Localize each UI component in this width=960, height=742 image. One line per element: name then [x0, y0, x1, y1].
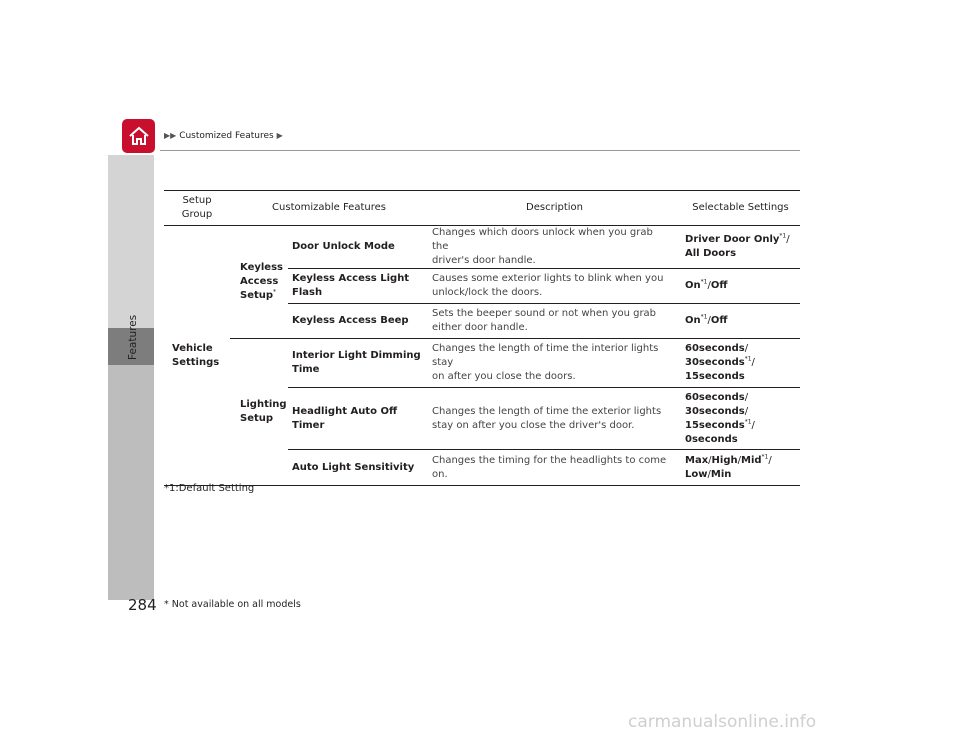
separator: / — [786, 234, 790, 245]
default-mark: *1 — [779, 232, 787, 240]
setting-option: All Doors — [685, 248, 737, 259]
feature-description — [428, 226, 681, 269]
feature-settings — [681, 339, 800, 388]
setting-option: Min — [710, 468, 732, 480]
separator: / — [744, 405, 749, 417]
table-row — [164, 226, 800, 269]
breadcrumb-arrow-icon: ▶ — [276, 131, 283, 140]
setting-option: 0seconds — [685, 433, 738, 445]
header-rule — [160, 150, 800, 151]
breadcrumb-arrows-icon: ▶▶ — [164, 131, 177, 140]
sidebar-top — [108, 155, 154, 328]
feature-description — [428, 269, 681, 304]
sub-text: Setup — [240, 290, 274, 301]
desc-text: Changes the length of time the exterior lights — [432, 405, 662, 417]
setting-option: 30seconds — [685, 357, 745, 368]
feature-description — [428, 304, 681, 339]
sidebar-label: Features — [127, 314, 139, 360]
desc-text: unlock/lock the doors. — [432, 287, 543, 298]
feature-name: Headlight Auto Off Timer — [288, 388, 428, 450]
setting-option: Mid — [741, 454, 762, 466]
desc-text: on after you close the doors. — [432, 371, 576, 382]
table-footnote: *1:Default Setting — [164, 483, 255, 494]
separator: / — [751, 357, 755, 368]
footnote-mark: * — [273, 288, 277, 296]
group-text: Settings — [172, 356, 220, 368]
sub-text: Keyless — [240, 262, 283, 273]
desc-text: Changes which doors unlock when you grab the — [432, 227, 653, 252]
setting-option: 60seconds — [685, 391, 745, 403]
separator: / — [751, 419, 755, 431]
breadcrumb-link[interactable]: Customized Features — [179, 131, 274, 141]
separator: / — [737, 454, 741, 466]
setting-option: High — [711, 454, 738, 466]
desc-text: Changes the timing for the headlights to come — [432, 454, 667, 466]
setting-option: Off — [710, 315, 728, 326]
sidebar — [108, 155, 154, 600]
feature-text: Interior Light Dimming — [292, 350, 421, 361]
default-mark: *1 — [744, 355, 752, 363]
sub-text: Setup — [240, 413, 274, 424]
feature-settings — [681, 388, 800, 450]
home-icon — [127, 125, 151, 147]
feature-name: Keyless Access Beep — [288, 304, 428, 339]
group-text: Vehicle — [172, 342, 213, 354]
feature-text: Time — [292, 364, 320, 375]
desc-text: on. — [432, 468, 448, 480]
header-selectable-settings: Selectable Settings — [681, 191, 800, 226]
setting-option: On — [685, 315, 701, 326]
separator: / — [707, 280, 711, 291]
setting-option: Max — [685, 454, 709, 466]
feature-name: Auto Light Sensitivity — [288, 450, 428, 486]
separator: / — [708, 454, 712, 466]
default-mark: *1 — [744, 418, 752, 426]
feature-name — [288, 339, 428, 388]
default-mark: *1 — [700, 313, 708, 321]
setting-option: 15seconds — [685, 371, 745, 382]
feature-description — [428, 450, 681, 486]
separator: / — [768, 454, 772, 466]
header-text: Group — [181, 209, 213, 220]
separator: / — [707, 315, 711, 326]
separator: / — [744, 343, 749, 354]
sub-keyless-access-setup — [230, 226, 288, 339]
default-mark: *1 — [700, 278, 708, 286]
feature-name: Keyless Access Light Flash — [288, 269, 428, 304]
desc-text: either door handle. — [432, 322, 528, 333]
setting-option: 60seconds — [685, 343, 745, 354]
table-header-row — [164, 191, 800, 226]
setting-option: 15seconds — [685, 419, 745, 431]
breadcrumb[interactable] — [164, 131, 283, 141]
desc-text: Causes some exterior lights to blink when you — [432, 273, 664, 284]
setting-option: Off — [710, 280, 728, 291]
sub-text: Access — [240, 276, 279, 287]
feature-description — [428, 339, 681, 388]
desc-text: Sets the beeper sound or not when you grab — [432, 308, 657, 319]
separator: / — [744, 391, 749, 403]
setting-option: Driver Door Only — [685, 234, 780, 245]
group-vehicle-settings — [164, 226, 230, 486]
setting-option: Low — [685, 468, 708, 480]
page-number: 284 — [128, 596, 157, 614]
desc-text: driver's door handle. — [432, 255, 536, 266]
feature-settings — [681, 269, 800, 304]
setting-option: 30seconds — [685, 405, 745, 417]
table-row — [164, 339, 800, 388]
setting-option: On — [685, 280, 701, 291]
feature-settings — [681, 304, 800, 339]
feature-description — [428, 388, 681, 450]
feature-settings — [681, 226, 800, 269]
home-button[interactable] — [122, 119, 155, 153]
header-setup-group — [164, 191, 230, 226]
desc-text: Changes the length of time the interior lights stay — [432, 343, 659, 368]
sub-text: Lighting — [240, 399, 287, 410]
separator: / — [707, 468, 711, 480]
header-customizable-features: Customizable Features — [230, 191, 428, 226]
page-footnote: * Not available on all models — [164, 599, 301, 610]
settings-table — [164, 190, 800, 486]
default-mark: *1 — [761, 453, 769, 461]
feature-name: Door Unlock Mode — [288, 226, 428, 269]
feature-settings — [681, 450, 800, 486]
header-text: Setup — [182, 195, 212, 206]
watermark: carmanualsonline.info — [628, 712, 817, 732]
desc-text: stay on after you close the driver's door. — [432, 419, 635, 431]
sub-lighting-setup — [230, 339, 288, 486]
header-description: Description — [428, 191, 681, 226]
